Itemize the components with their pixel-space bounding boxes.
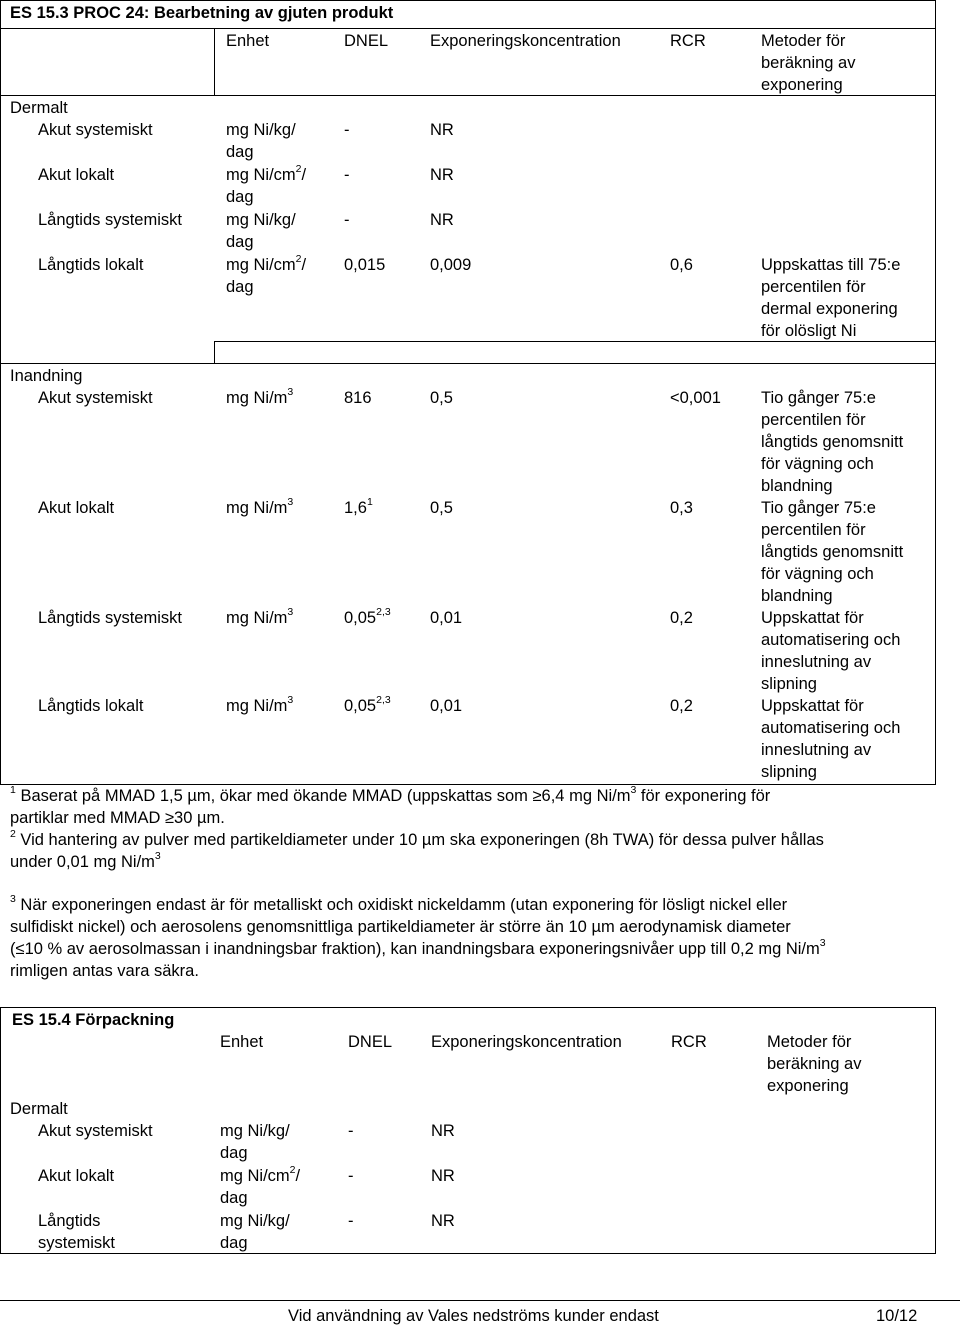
row-dnel: -	[348, 1122, 354, 1140]
row-dnel: 816	[344, 389, 372, 407]
row-dnel: $1,6^1$	[344, 496, 373, 517]
row-metod: Tio gånger 75:e percentilen för långtids genomsnitt för vägning och blandning	[761, 499, 904, 605]
row-exp: NR	[431, 1212, 455, 1230]
table-border	[935, 1007, 936, 1253]
row-metod: Tio gånger 75:e percentilen för långtids genomsnitt för vägning och blandning	[761, 389, 904, 495]
row-unit: mg Ni/kg/ dag	[220, 1122, 290, 1162]
row-dnel: 0,015	[344, 256, 386, 274]
row-unit: mg $Ni/m^3$	[226, 606, 294, 627]
footnote-3: $^3$ När exponeringen endast är för metalliskt och oxidiskt nickeldamm (utan exponering för lösligt nickel eller	[10, 893, 788, 914]
col-header-metod: Metoder för beräkning av exponering	[761, 32, 856, 94]
row-dnel: -	[344, 211, 350, 229]
row-unit: mg $Ni/m^3$	[226, 694, 294, 715]
row-unit: mg Ni/kg/ dag	[226, 211, 296, 251]
footnote-1-cont: partiklar med MMAD ≥30 µm.	[10, 809, 225, 827]
footnote-3-cont: rimligen antas vara säkra.	[10, 962, 199, 980]
group-label-dermal: Dermalt	[10, 99, 68, 117]
row-unit: mg $Ni/cm^2/$ dag	[220, 1164, 301, 1207]
row-exp: NR	[431, 1167, 455, 1185]
section-heading: ES 15.3 PROC 24: Bearbetning av gjuten produkt	[10, 4, 394, 22]
row-dnel: -	[344, 166, 350, 184]
footnote-2: $^2$ Vid hantering av pulver med partikeldiameter under 10 µm ska exponeringen (8h TWA) för dessa pulver hållas	[10, 828, 824, 849]
row-name: Akut lokalt	[38, 166, 115, 184]
row-exp: 0,009	[430, 256, 472, 274]
row-dnel: 0,05$^{2,3}$	[344, 694, 391, 715]
col-header-enhet: Enhet	[220, 1033, 264, 1051]
table-border	[0, 363, 936, 364]
row-unit: mg Ni/kg/ dag	[220, 1212, 290, 1252]
group-label-inhalation: Inandning	[10, 367, 83, 385]
row-metod: Uppskattat för automatisering och inneslutning av slipning	[761, 609, 901, 693]
row-name: Akut lokalt	[38, 499, 115, 517]
row-exp: 0,01	[430, 697, 463, 715]
row-name: Långtids systemiskt	[38, 211, 182, 229]
col-header-exponering: Exponeringskoncentration	[430, 32, 621, 50]
row-exp: 0,5	[430, 499, 453, 517]
row-rcr: 0,3	[670, 499, 693, 517]
footnote-3-cont: (≤10 % av aerosolmassan i inandningsbar fraktion), kan inandningsbara exponeringsnivåer upp till 0,2 mg $Ni/m^3$	[10, 937, 826, 958]
row-rcr: 0,2	[670, 697, 693, 715]
col-header-exponering: Exponeringskoncentration	[431, 1033, 622, 1051]
row-metod: Uppskattat för automatisering och inneslutning av slipning	[761, 697, 901, 781]
row-metod: Uppskattas till 75:e percentilen för dermal exponering för olösligt Ni	[761, 256, 901, 340]
table-border	[0, 1007, 1, 1253]
row-rcr: <0,001	[670, 389, 721, 407]
row-dnel: 0,05$^{2,3}$	[344, 606, 391, 627]
table-border	[214, 341, 215, 363]
row-name: Akut systemiskt	[38, 389, 153, 407]
row-unit: mg Ni/kg/ dag	[226, 121, 296, 161]
row-dnel: -	[348, 1167, 354, 1185]
footnote-1: $^1$ Baserat på MMAD 1,5 µm, ökar med ökande MMAD (uppskattas som ≥6,4 mg $Ni/m^3$ för exponering för	[10, 784, 771, 805]
col-header-rcr: RCR	[671, 1033, 707, 1051]
footer-rule	[0, 1300, 960, 1301]
page-number: 10/12	[876, 1307, 918, 1325]
table-border	[0, 0, 936, 1]
row-name: Akut systemiskt	[38, 1122, 153, 1140]
col-header-enhet: Enhet	[226, 32, 270, 50]
col-header-metod: Metoder för beräkning av exponering	[767, 1033, 862, 1095]
col-header-rcr: RCR	[670, 32, 706, 50]
row-name: Långtids systemiskt	[38, 1212, 116, 1252]
table-border	[0, 1253, 936, 1254]
footnote-2-cont: under 0,01 mg $Ni/m^3$	[10, 850, 161, 871]
row-name: Akut lokalt	[38, 1167, 115, 1185]
col-header-dnel: DNEL	[348, 1033, 393, 1051]
table-border	[214, 28, 215, 95]
row-exp: 0,01	[430, 609, 463, 627]
row-rcr: 0,2	[670, 609, 693, 627]
row-name: Akut systemiskt	[38, 121, 153, 139]
table-border	[0, 28, 936, 29]
row-exp: NR	[430, 166, 454, 184]
row-exp: NR	[430, 211, 454, 229]
row-unit: mg $Ni/cm^2/$ dag	[226, 253, 307, 296]
col-header-dnel: DNEL	[344, 32, 389, 50]
footnote-3-cont: sulfidiskt nickel) och aerosolens genomsnittliga partikeldiameter är större än 10 µm aerodynamisk diameter	[10, 918, 791, 936]
section-heading: ES 15.4 Förpackning	[12, 1011, 175, 1029]
table-border	[935, 0, 936, 784]
table-border	[0, 1007, 936, 1008]
table-border	[0, 0, 1, 784]
row-name: Långtids lokalt	[38, 256, 144, 274]
row-unit: mg $Ni/cm^2/$ dag	[226, 163, 307, 206]
row-dnel: -	[344, 121, 350, 139]
group-label-dermal: Dermalt	[10, 1100, 68, 1118]
row-exp: NR	[430, 121, 454, 139]
row-name: Långtids systemiskt	[38, 609, 182, 627]
footer-text: Vid användning av Vales nedströms kunder endast	[288, 1307, 659, 1325]
row-name: Långtids lokalt	[38, 697, 144, 715]
row-unit: mg $Ni/m^3$	[226, 386, 294, 407]
row-unit: mg $Ni/m^3$	[226, 496, 294, 517]
row-rcr: 0,6	[670, 256, 693, 274]
row-exp: NR	[431, 1122, 455, 1140]
row-exp: 0,5	[430, 389, 453, 407]
row-dnel: -	[348, 1212, 354, 1230]
